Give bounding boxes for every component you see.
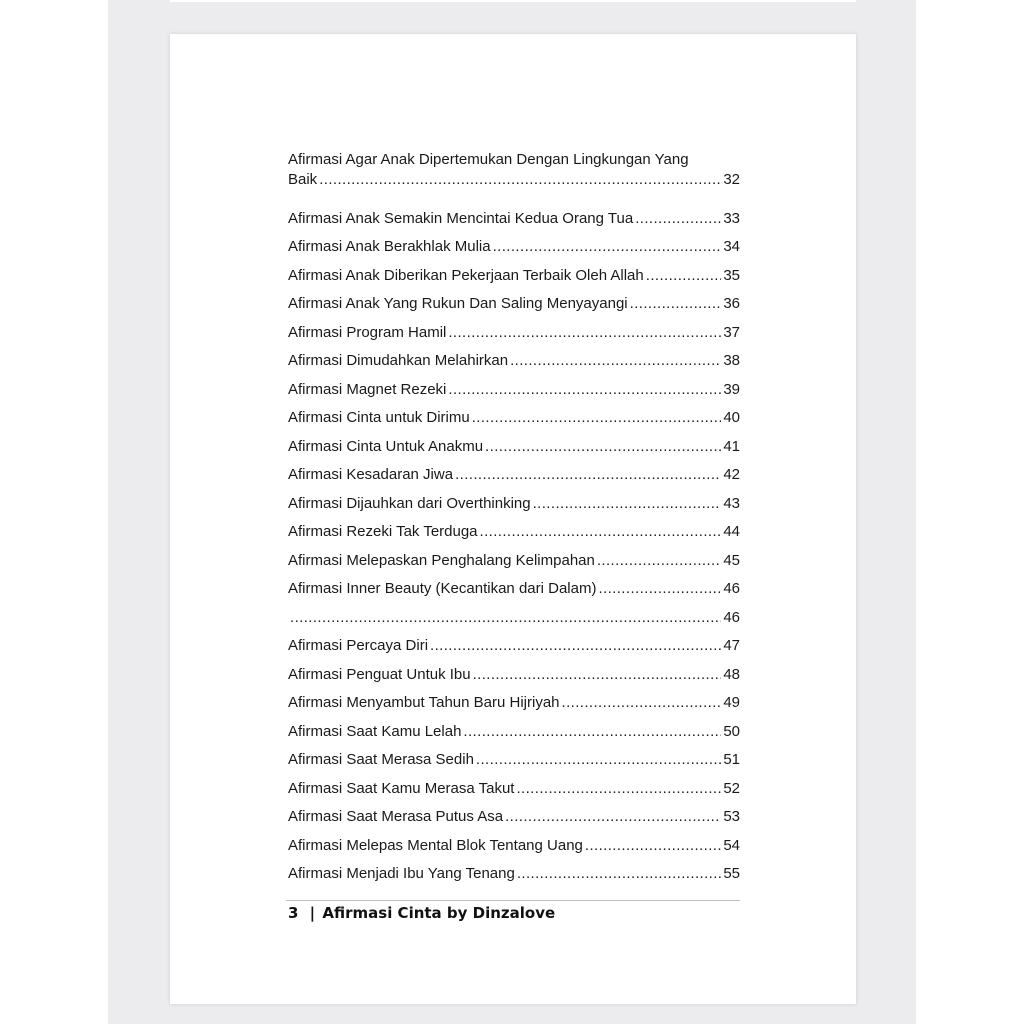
toc-entry[interactable]: [288, 626, 740, 655]
toc-entry-title: Afirmasi Saat Kamu Merasa Takut: [288, 779, 515, 797]
toc-entry-title: Afirmasi Program Hamil: [288, 323, 447, 341]
footer-book-title: Afirmasi Cinta by Dinzalove: [322, 904, 556, 922]
toc-dot-leader: [473, 666, 722, 683]
toc-entry[interactable]: [288, 540, 740, 569]
toc-entry[interactable]: [288, 312, 740, 341]
toc-entry[interactable]: [288, 426, 740, 455]
toc-entry-title: Afirmasi Menjadi Ibu Yang Tenang: [288, 865, 515, 882]
toc-entry[interactable]: [288, 512, 740, 541]
toc-entry-page-number: 35: [723, 266, 740, 284]
toc-entry-title: Afirmasi Magnet Rezeki: [288, 380, 447, 398]
toc-dot-leader: [455, 466, 721, 483]
toc-entry-page-number: 40: [723, 409, 740, 426]
toc-entry-page-number: 48: [723, 665, 740, 683]
toc-entry-page-number: 53: [723, 808, 740, 825]
toc-entry-title: Afirmasi Agar Anak Dipertemukan Dengan Lingkungan Yang: [288, 151, 689, 168]
toc-entry-page-number: 46: [723, 608, 740, 626]
toc-entry[interactable]: [288, 483, 740, 512]
document-page: [170, 34, 856, 1004]
toc-entry-page-number: 38: [723, 352, 740, 369]
toc-entry-title: Afirmasi Inner Beauty (Kecantikan dari Dalam): [288, 580, 597, 597]
toc-entry-title: Afirmasi Percaya Diri: [288, 637, 429, 654]
toc-entry-page-number: 33: [723, 209, 740, 227]
toc-dot-leader: [533, 495, 722, 512]
toc-entry-title: Afirmasi Saat Kamu Lelah: [288, 722, 462, 740]
toc-dot-leader: [290, 609, 721, 626]
toc-entry-title: Afirmasi Kesadaran Jiwa: [288, 466, 454, 483]
toc-dot-leader: [319, 170, 721, 190]
toc-dot-leader: [516, 780, 721, 797]
previous-page-edge: [170, 0, 856, 2]
toc-entry-page-number: 36: [723, 295, 740, 312]
toc-entry-title: Afirmasi Anak Semakin Mencintai Kedua Orang Tua: [288, 209, 634, 227]
toc-entry-page-number: 39: [723, 380, 740, 398]
toc-dot-leader: [646, 267, 722, 284]
toc-entry-title: Afirmasi Saat Merasa Sedih: [288, 751, 474, 768]
toc-entry-page-number: 46: [723, 580, 740, 597]
toc-entry-page-number: 54: [723, 836, 740, 854]
toc-entry-page-number: 50: [723, 722, 740, 740]
toc-entry-title: Afirmasi Anak Yang Rukun Dan Saling Menyayangi: [288, 295, 628, 312]
page-footer: [288, 904, 555, 922]
toc-entry-page-number: 43: [723, 494, 740, 512]
toc-dot-leader: [430, 637, 721, 654]
toc-entry-title: Afirmasi Melepaskan Penghalang Kelimpahan: [288, 551, 595, 569]
toc-entry[interactable]: [288, 369, 740, 398]
toc-dot-leader: [562, 694, 722, 711]
toc-entry-title: Afirmasi Cinta untuk Dirimu: [288, 409, 470, 426]
toc-dot-leader: [585, 837, 721, 854]
toc-entry[interactable]: [288, 284, 740, 313]
toc-entry[interactable]: [288, 654, 740, 683]
toc-entry[interactable]: [288, 797, 740, 826]
toc-entry-page-number: 34: [723, 238, 740, 255]
toc-entry[interactable]: [288, 150, 740, 190]
toc-dot-leader: [485, 438, 721, 455]
toc-entry[interactable]: [288, 198, 740, 227]
footer-divider: [286, 900, 740, 901]
footer-page-number: 3: [288, 904, 299, 922]
toc-entry-title: Afirmasi Anak Diberikan Pekerjaan Terbaik Oleh Allah: [288, 266, 644, 284]
toc-dot-leader: [597, 552, 721, 569]
toc-dot-leader: [476, 751, 721, 768]
footer-separator: |: [309, 904, 316, 922]
toc-dot-leader: [448, 381, 721, 398]
toc-entry-page-number: 44: [723, 523, 740, 540]
toc-entry[interactable]: [288, 227, 740, 256]
toc-entry-page-number: 49: [723, 694, 740, 711]
toc-entry[interactable]: [288, 825, 740, 854]
toc-entry-title: Afirmasi Dimudahkan Melahirkan: [288, 352, 509, 369]
toc-dot-leader: [505, 808, 721, 825]
toc-entry-title: Afirmasi Cinta Untuk Anakmu: [288, 437, 484, 455]
toc-entry-page-number: 55: [723, 865, 740, 882]
toc-entry[interactable]: [288, 740, 740, 769]
toc-entry-title: Afirmasi Dijauhkan dari Overthinking: [288, 494, 531, 512]
toc-entry-title: Afirmasi Saat Merasa Putus Asa: [288, 808, 504, 825]
toc-entry[interactable]: [288, 711, 740, 740]
toc-dot-leader: [598, 580, 721, 597]
toc-entry[interactable]: [288, 455, 740, 484]
toc-entry-title-continued: Baik: [288, 171, 318, 188]
toc-entry-title: Afirmasi Anak Berakhlak Mulia: [288, 238, 491, 255]
toc-entry[interactable]: [288, 341, 740, 370]
toc-dot-leader: [480, 523, 722, 540]
toc-dot-leader: [630, 295, 722, 312]
toc-entry-title: Afirmasi Menyambut Tahun Baru Hijriyah: [288, 694, 560, 711]
toc-entry-title: Afirmasi Penguat Untuk Ibu: [288, 665, 471, 683]
table-of-contents: [288, 150, 740, 882]
toc-entry-page-number: 45: [723, 551, 740, 569]
toc-entry-title: Afirmasi Melepas Mental Blok Tentang Uang: [288, 836, 583, 854]
toc-dot-leader: [493, 238, 722, 255]
toc-entry-page-number: 32: [723, 171, 740, 188]
toc-entry[interactable]: [288, 569, 740, 598]
toc-entry-page-number: 51: [723, 751, 740, 768]
toc-entry-page-number: 42: [723, 466, 740, 483]
toc-entry-page-number: 37: [723, 323, 740, 341]
toc-entry[interactable]: [288, 255, 740, 284]
toc-entry[interactable]: [288, 398, 740, 427]
toc-entry-page-number: 52: [723, 779, 740, 797]
toc-entry[interactable]: [288, 854, 740, 883]
toc-entry-page-number: 47: [723, 637, 740, 654]
toc-entry[interactable]: [288, 683, 740, 712]
toc-dot-leader: [510, 352, 721, 369]
toc-dot-leader: [517, 865, 722, 882]
toc-dot-leader: [448, 324, 721, 341]
toc-dot-leader: [635, 210, 721, 227]
toc-dot-leader: [472, 409, 722, 426]
toc-dot-leader: [463, 723, 721, 740]
toc-entry[interactable]: [288, 597, 740, 626]
toc-entry-title: Afirmasi Rezeki Tak Terduga: [288, 523, 478, 540]
toc-entry[interactable]: [288, 768, 740, 797]
toc-entry-page-number: 41: [723, 437, 740, 455]
